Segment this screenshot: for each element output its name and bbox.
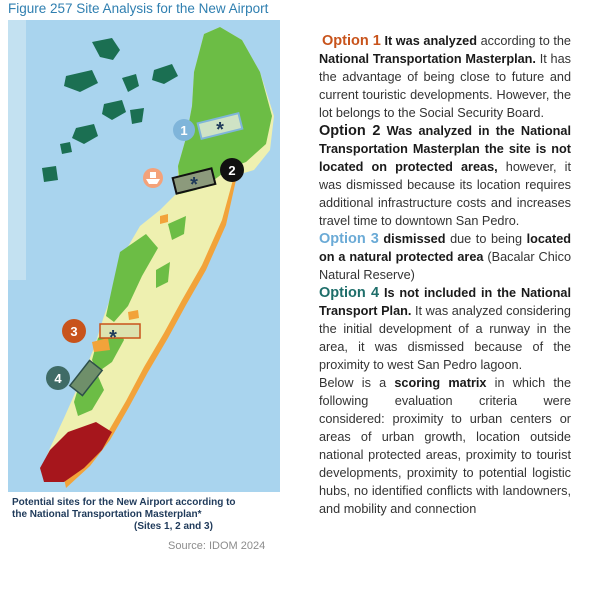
option-1-text-1: according to the xyxy=(476,34,571,48)
option-1-text-2: It has the advantage of being close to future and current touristic developments. However, the lot belongs to the Social Security Board. xyxy=(319,52,571,120)
site-1-area xyxy=(100,324,140,338)
option-4-text-1: It was analyzed considering the initial development of a runway in the area, it was dismissed because of the proximity to west San Pedro lagoon. xyxy=(319,304,571,372)
option-3-bold-1: dismissed xyxy=(378,232,446,246)
site-3-number: 1 xyxy=(180,123,188,138)
option-4-label: Option 4 xyxy=(319,285,380,301)
option-1-bold-1: It was analyzed xyxy=(384,34,477,48)
option-2-text-1: however, it was dismissed because its location requires additional infrastructure costs and increases travel time to downtown San Pedro. xyxy=(319,160,571,228)
option-3-label: Option 3 xyxy=(319,231,379,247)
closing-bold-1: scoring matrix xyxy=(394,376,487,390)
closing-text-1: Below is a xyxy=(319,376,395,390)
option-3-text-2: (Bacalar Chico Natural Reserve) xyxy=(319,250,571,282)
option-1-paragraph xyxy=(319,32,571,122)
mainland-area xyxy=(8,20,26,280)
caption-line-3: (Sites 1, 2 and 3) xyxy=(134,521,213,533)
figure-source: Source: IDOM 2024 xyxy=(168,540,266,552)
site-2-number: 2 xyxy=(228,163,236,178)
option-3-text-1: due to being xyxy=(445,232,527,246)
figure-caption xyxy=(12,497,272,534)
site-2-symbol: * xyxy=(190,174,198,196)
figure-title: Figure 257 Site Analysis for the New Airport xyxy=(8,1,269,16)
site-1-number: 3 xyxy=(70,324,78,339)
option-4-bold-1: Is not included in the National Transport Plan. xyxy=(319,286,571,318)
site-options-text xyxy=(319,32,571,518)
caption-line-1: Potential sites for the New Airport according to xyxy=(12,497,236,508)
option-1-bold-2: National Transportation Masterplan. xyxy=(319,52,536,66)
site-analysis-map xyxy=(8,20,280,492)
ship-icon xyxy=(143,168,163,188)
option-3-paragraph xyxy=(319,230,571,284)
site-4-number: 4 xyxy=(54,371,62,386)
option-2-paragraph xyxy=(319,122,571,230)
site-3-symbol: * xyxy=(216,119,224,141)
option-2-bold-1: Was analyzed in the National Transportation Masterplan the site is not located on protected areas, xyxy=(319,124,571,174)
scoring-matrix-paragraph xyxy=(319,374,571,518)
option-3-bold-2: located on a natural protected area xyxy=(319,232,571,264)
caption-line-2: the National Transportation Masterplan* xyxy=(12,509,202,521)
site-1-symbol: * xyxy=(109,327,117,349)
option-1-label: Option 1 xyxy=(322,33,381,49)
option-4-paragraph xyxy=(319,284,571,374)
closing-text-2: in which the following evaluation criteria were considered: proximity to urban centers or areas of urban growth, location outside national protected areas, proximity to tourist developments, proximity to potential logistic hubs, no identified conflicts with landowners, and mobility and connection xyxy=(319,376,571,516)
option-2-label: Option 2 xyxy=(319,123,381,139)
